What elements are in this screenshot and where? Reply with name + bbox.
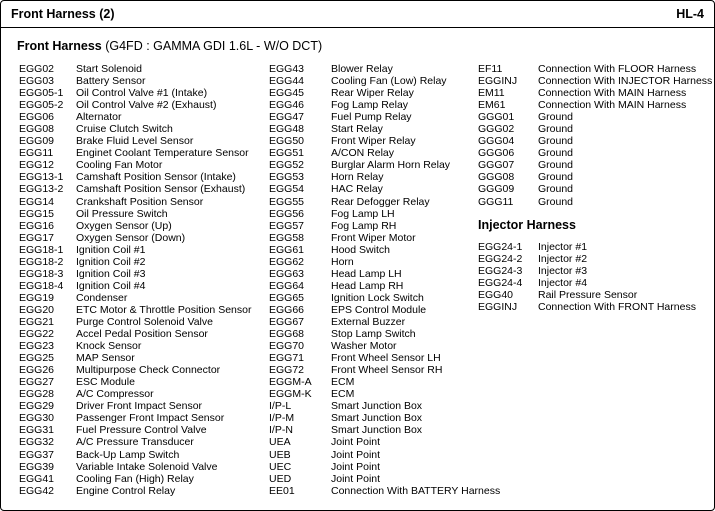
harness-row [478,289,712,301]
page-title: Front Harness (2) [11,7,115,21]
harness-row [269,171,500,183]
harness-row [478,111,712,123]
connector-description: Front Wiper Relay [331,135,416,148]
connector-description: Connection With MAIN Harness [538,87,687,100]
connector-code: GGG06 [478,147,515,160]
connector-description: Head Lamp LH [331,267,402,280]
connector-description: Smart Junction Box [331,412,423,425]
connector-description: Oil Pressure Switch [76,207,168,220]
harness-row [269,147,500,159]
harness-row [19,485,251,497]
harness-row [19,220,251,232]
connector-description: Camshaft Position Sensor (Intake) [76,171,236,184]
section-title [17,39,322,53]
connector-description: Ground [538,111,574,124]
connector-code: EGG24-1 [478,240,523,253]
connector-code: GGG02 [478,123,515,136]
harness-row [19,376,251,388]
connector-code: EGG09 [19,135,55,148]
injector-harness-heading: Injector Harness [478,217,576,232]
harness-row [19,159,251,171]
connector-code: UEC [269,460,292,473]
connector-description: Ignition Coil #1 [76,243,146,256]
harness-row [269,232,500,244]
connector-description: Ignition Coil #4 [76,279,146,292]
connector-code: EGG02 [19,63,55,75]
connector-description: Hood Switch [331,243,390,256]
connector-code: EGG52 [269,159,305,172]
harness-row [19,183,251,195]
connector-code: EGG48 [269,123,305,136]
connector-code: EGG70 [269,340,305,353]
connector-code: I/P-L [269,400,292,413]
connector-description: Ground [538,195,574,208]
harness-row [19,232,251,244]
connector-description: Ground [538,171,574,184]
harness-row [19,111,251,123]
connector-description: Injector #3 [538,264,588,277]
connector-description: Injector #4 [538,276,588,289]
harness-row [269,412,500,424]
connector-description: Ground [538,135,574,148]
connector-code: EGG37 [19,448,55,461]
connector-description: ECM [331,388,355,401]
harness-row [19,328,251,340]
connector-description: Fog Lamp LH [331,207,395,220]
page-code: HL-4 [676,7,704,21]
harness-row [19,304,251,316]
harness-row [19,208,251,220]
connector-description: Front Wiper Motor [331,231,416,244]
connector-code: UEA [269,436,291,449]
connector-description: Connection With FLOOR Harness [538,63,697,75]
connector-code: EGG28 [19,388,55,401]
connector-code: EGG13-1 [19,171,64,184]
harness-row [269,316,500,328]
connector-description: Crankshaft Position Sensor [76,195,204,208]
connector-code: GGG04 [478,135,515,148]
harness-row [478,277,712,289]
connector-description: Oil Control Valve #1 (Intake) [76,87,208,100]
harness-row [269,328,500,340]
harness-row [478,265,712,277]
connector-code: EGG61 [269,243,305,256]
harness-row [19,75,251,87]
harness-row [269,376,500,388]
harness-row [269,111,500,123]
harness-row [19,123,251,135]
harness-row [19,63,251,75]
connector-description: Blower Relay [331,63,393,75]
connector-code: EGGM-K [269,388,312,401]
connector-code: EGG18-3 [19,267,64,280]
harness-row [478,87,712,99]
connector-code: EGG42 [19,484,55,497]
connector-code: EGG08 [19,123,55,136]
connector-description: Horn [331,255,354,268]
connector-code: EGG55 [269,195,305,208]
connector-description: Rear Wiper Relay [331,87,414,100]
connector-code: I/P-M [269,412,295,425]
connector-description: Cooling Fan Motor [76,159,163,172]
harness-row [269,220,500,232]
connector-code: EGG66 [269,303,305,316]
connector-description: Accel Pedal Position Sensor [76,328,208,341]
connector-description: Brake Fluid Level Sensor [76,135,194,148]
harness-row [478,253,712,265]
harness-row [19,340,251,352]
connector-description: Camshaft Position Sensor (Exhaust) [76,183,246,196]
harness-row [478,183,712,195]
connector-code: EGG13-2 [19,183,64,196]
connector-description: MAP Sensor [76,352,135,365]
connector-description: Fog Lamp Relay [331,99,409,112]
connector-code: UED [269,472,292,485]
harness-row [478,301,712,313]
connector-description: Ground [538,159,574,172]
harness-row [269,208,500,220]
connector-description: Start Solenoid [76,63,142,75]
connector-description: A/CON Relay [331,147,395,160]
harness-row [269,388,500,400]
harness-row [269,183,500,195]
connector-description: Head Lamp RH [331,279,404,292]
connector-code: EGGM-A [269,376,312,389]
connector-code: EGG54 [269,183,305,196]
connector-description: Rail Pressure Sensor [538,288,638,301]
harness-row [478,123,712,135]
harness-row [269,87,500,99]
connector-description: Cooling Fan (High) Relay [76,472,194,485]
connector-code: EGG41 [19,472,55,485]
connector-code: EGG05-2 [19,99,64,112]
connector-code: EGG40 [478,288,514,301]
harness-row [19,388,251,400]
connector-description: Joint Point [331,472,381,485]
connector-description: HAC Relay [331,183,383,196]
connector-description: Driver Front Impact Sensor [76,400,203,413]
harness-row [19,280,251,292]
connector-code: EGG24-4 [478,276,523,289]
harness-row [269,123,500,135]
connector-description: ETC Motor & Throttle Position Sensor [76,303,252,316]
connector-code: EGG72 [269,364,305,377]
harness-row [269,424,500,436]
connector-code: EGG65 [269,291,305,304]
harness-row [269,461,500,473]
connector-description: EPS Control Module [331,303,427,316]
harness-row [269,340,500,352]
page-header [1,1,714,28]
connector-description: Engine Control Relay [76,484,176,497]
harness-row [478,147,712,159]
harness-row [478,171,712,183]
connector-code: EGG30 [19,412,55,425]
connector-description: A/C Compressor [76,388,154,401]
connector-code: EGG11 [19,147,54,160]
harness-column-3 [478,63,712,313]
connector-code: EGG44 [269,75,305,88]
connector-description: Front Wheel Sensor LH [331,352,441,365]
connector-description: Connection With MAIN Harness [538,99,687,112]
connector-code: GGG09 [478,183,515,196]
connector-description: Joint Point [331,448,381,461]
connector-code: EGG27 [19,376,55,389]
connector-code: EGG63 [269,267,305,280]
connector-code: EGG18-1 [19,243,64,256]
connector-description: Oil Control Valve #2 (Exhaust) [76,99,217,112]
connector-description: Smart Junction Box [331,400,423,413]
harness-row [19,244,251,256]
harness-row [19,449,251,461]
harness-row [19,424,251,436]
connector-description: Joint Point [331,436,381,449]
harness-row [269,159,500,171]
connector-code: EGG39 [19,460,55,473]
harness-row [478,196,712,208]
connector-description: ECM [331,376,355,389]
connector-description: Purge Control Solenoid Valve [76,315,213,328]
harness-row [269,485,500,497]
connector-code: EGG57 [269,219,305,232]
connector-description: Connection With INJECTOR Harness [538,75,713,88]
harness-row [478,159,712,171]
connector-description: Front Wheel Sensor RH [331,364,443,377]
connector-description: Connection With BATTERY Harness [331,484,501,497]
harness-row [19,147,251,159]
harness-row [269,135,500,147]
connector-code: EGG47 [269,111,305,124]
harness-row [19,364,251,376]
connector-description: Horn Relay [331,171,384,184]
harness-row [19,171,251,183]
connector-code: EGG23 [19,340,55,353]
connector-code: EGGINJ [478,300,518,313]
connector-description: External Buzzer [331,315,406,328]
injector-harness-list [478,241,712,313]
harness-row [19,316,251,328]
section-title-main: Front Harness [17,39,102,53]
connector-code: EGG62 [269,255,305,268]
connector-code: EGG29 [19,400,55,413]
connector-code: GGG11 [478,195,514,208]
connector-description: Injector #1 [538,240,588,253]
connector-description: Cruise Clutch Switch [76,123,173,136]
connector-description: Connection With FRONT Harness [538,300,696,313]
connector-description: Start Relay [331,123,383,136]
connector-code: EGG67 [269,315,305,328]
harness-row [269,449,500,461]
connector-description: Back-Up Lamp Switch [76,448,180,461]
connector-code: EGG19 [19,291,55,304]
connector-code: EGG18-2 [19,255,64,268]
harness-row [478,135,712,147]
connector-code: EGG58 [269,231,305,244]
connector-code: EGG22 [19,328,55,341]
connector-code: EGG32 [19,436,55,449]
connector-description: Burglar Alarm Horn Relay [331,159,451,172]
connector-code: EGGINJ [478,75,518,88]
harness-row [19,135,251,147]
connector-code: EGG15 [19,207,55,220]
harness-row [19,292,251,304]
connector-description: Passenger Front Impact Sensor [76,412,225,425]
harness-row [269,436,500,448]
connector-description: Alternator [76,111,122,124]
connector-description: Washer Motor [331,340,397,353]
harness-row [269,75,500,87]
harness-row [269,244,500,256]
connector-code: EGG64 [269,279,305,292]
harness-row [269,292,500,304]
connector-description: Ignition Lock Switch [331,291,424,304]
connector-description: Joint Point [331,460,381,473]
connector-description: A/C Pressure Transducer [76,436,194,449]
connector-code: EGG20 [19,303,55,316]
connector-description: Smart Junction Box [331,424,423,437]
harness-row [269,352,500,364]
connector-description: Multipurpose Check Connector [76,364,221,377]
connector-code: EGG03 [19,75,55,88]
connector-code: EGG16 [19,219,55,232]
connection-ground-list [478,63,712,208]
connector-code: EGG06 [19,111,55,124]
connector-code: EGG53 [269,171,305,184]
harness-row [478,63,712,75]
harness-row [19,99,251,111]
harness-row [269,196,500,208]
harness-row [19,196,251,208]
connector-description: ESC Module [76,376,135,389]
harness-row [19,87,251,99]
connector-code: EGG68 [269,328,305,341]
connector-code: EGG25 [19,352,55,365]
harness-row [19,268,251,280]
connector-description: Enginet Coolant Temperature Sensor [76,147,249,160]
harness-row [19,400,251,412]
harness-row [269,364,500,376]
connector-description: Ignition Coil #2 [76,255,146,268]
connector-code: EE01 [269,484,295,497]
connector-code: EGG14 [19,195,55,208]
harness-row [269,280,500,292]
connector-code: EM61 [478,99,506,112]
connector-description: Condenser [76,291,128,304]
connector-code: EGG71 [269,352,305,365]
harness-row [269,400,500,412]
harness-row [19,461,251,473]
connector-code: GGG01 [478,111,515,124]
connector-code: GGG07 [478,159,515,172]
connector-description: Ground [538,123,574,136]
connector-code: EGG24-2 [478,252,523,265]
harness-column-2 [269,63,500,497]
connector-description: Oxygen Sensor (Up) [76,219,172,232]
harness-row [19,352,251,364]
connector-code: GGG08 [478,171,515,184]
connector-code: EGG31 [19,424,55,437]
connector-code: EGG26 [19,364,55,377]
connector-code: EGG18-4 [19,279,64,292]
harness-row [269,304,500,316]
connector-description: Fuel Pump Relay [331,111,412,124]
connector-description: Rear Defogger Relay [331,195,430,208]
connector-code: EGG24-3 [478,264,523,277]
connector-description: Oxygen Sensor (Down) [76,231,186,244]
connector-code: EGG56 [269,207,305,220]
harness-row [19,256,251,268]
harness-row [478,99,712,111]
harness-row [269,99,500,111]
harness-row [269,268,500,280]
section-title-detail: (G4FD : GAMMA GDI 1.6L - W/O DCT) [101,39,323,53]
harness-row [19,436,251,448]
connector-code: EGG43 [269,63,305,75]
harness-row [269,256,500,268]
connector-description: Ignition Coil #3 [76,267,146,280]
harness-row [478,75,712,87]
connector-description: Battery Sensor [76,75,146,88]
connector-description: Cooling Fan (Low) Relay [331,75,447,88]
connector-description: Ground [538,147,574,160]
harness-row [19,412,251,424]
connector-description: Injector #2 [538,252,588,265]
connector-description: Fuel Pressure Control Valve [76,424,207,437]
harness-row [478,241,712,253]
harness-row [19,473,251,485]
connector-code: EGG12 [19,159,55,172]
connector-description: Ground [538,183,574,196]
connector-code: EF11 [478,63,503,75]
connector-description: Fog Lamp RH [331,219,397,232]
connector-code: EM11 [478,87,505,100]
connector-description: Stop Lamp Switch [331,328,416,341]
harness-column-1 [19,63,251,497]
connector-code: EGG46 [269,99,305,112]
connector-description: Variable Intake Solenoid Valve [76,460,218,473]
connector-code: EGG50 [269,135,305,148]
connector-code: EGG05-1 [19,87,64,100]
connector-code: I/P-N [269,424,293,437]
harness-row [269,63,500,75]
connector-code: EGG21 [19,315,55,328]
connector-description: Knock Sensor [76,340,142,353]
connector-code: EGG51 [269,147,305,160]
connector-code: UEB [269,448,291,461]
connector-code: EGG17 [19,231,55,244]
harness-row [269,473,500,485]
connector-code: EGG45 [269,87,305,100]
